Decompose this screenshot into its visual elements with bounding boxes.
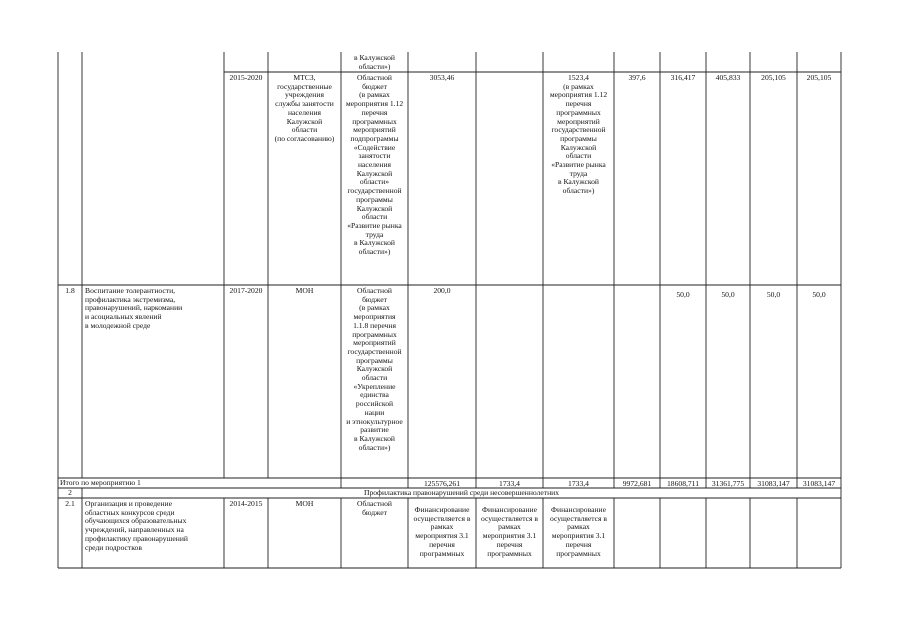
section-2-title: Профилактика правонарушений среди несовершеннолетних	[363, 488, 560, 497]
row-1-8-total: 200,0	[433, 286, 451, 295]
mtsz-2020b: 205,105	[806, 73, 832, 82]
row-1-8-2020b: 50,0	[812, 290, 826, 299]
row-2-1-period: 2014-2015	[229, 499, 263, 508]
row-2-1-financing-note-2: Финансирование осуществляется в рамках мероприятия 3.1 перечня программных	[480, 505, 539, 558]
mtsz-2019: 405,833	[715, 73, 741, 82]
totals-2018: 18608,711	[667, 479, 699, 488]
top-fragment-text: в Калужской области»)	[353, 53, 396, 71]
totals-sum: 125576,261	[423, 479, 461, 488]
mtsz-period: 2015-2020	[229, 73, 263, 82]
totals-2019: 31361,775	[711, 479, 745, 488]
mtsz-executor: МТСЗ, государственные учреждения службы занятости населения Калужской области (по согласованию)	[274, 73, 335, 143]
totals-2015: 1733,4	[499, 479, 520, 488]
row-1-8-executor: МОН	[295, 286, 314, 295]
row-2-1-funding-source: Областной бюджет	[357, 499, 392, 517]
totals-2017: 9972,681	[622, 479, 652, 488]
mtsz-2017: 397,6	[628, 73, 646, 82]
section-2-number: 2	[68, 488, 72, 497]
row-1-8-period: 2017-2020	[229, 286, 263, 295]
row-1-8-2020a: 50,0	[766, 290, 781, 299]
mtsz-total: 3053,46	[429, 73, 455, 82]
row-1-8-funding-source: Областной бюджет (в рамках мероприятия 1.1.8 перечня программных мероприятий государственной программы Калужской области «Укрепление единства российской нации и этнокультурное развитие в Калужской области»)	[346, 286, 403, 452]
row-1-8-2018: 50,0	[676, 290, 690, 299]
totals-2020a: 31083,147	[757, 479, 790, 488]
mtsz-2016: 1523,4 (в рамках мероприятия 1.12 перечня программных мероприятий государственной программы Калужской области «Развитие рынка труда в Калужской области»)	[549, 73, 608, 196]
row-2-1-name: Организация и проведение областных конкурсов среди обучающихся образовательных учреждений, направленных на профилактику правонарушений среди подростков	[85, 499, 188, 552]
row-2-1-number: 2.1	[65, 499, 75, 508]
mtsz-2018: 316,417	[670, 73, 696, 82]
row-2-1-financing-note-1: Финансирование осуществляется в рамках мероприятия 3.1 перечня программных	[413, 505, 471, 558]
row-1-8-name: Воспитание толерантности, профилактика экстремизма, правонарушений, наркомании и асоциальных явлений в молодежной среде	[85, 286, 183, 330]
totals-2016: 1733,4	[568, 479, 589, 488]
totals-2020b: 31083,147	[802, 479, 836, 488]
row-2-1-executor: МОН	[295, 499, 314, 508]
row-2-1-financing-note-3: Финансирование осуществляется в рамках мероприятия 3.1 перечня программных	[549, 505, 608, 558]
totals-label: Итого по мероприятию 1	[60, 478, 141, 487]
mtsz-2020a: 205,105	[761, 73, 786, 82]
mtsz-funding-source: Областной бюджет (в рамках мероприятия 1.12 перечня программных мероприятий подпрограммы «Содействие занятости населения Калужской области» государственной программы Калужской области «Развитие рынка труда в Калужской области»)	[345, 73, 404, 257]
row-1-8-number: 1.8	[65, 286, 75, 295]
row-1-8-2019: 50,0	[721, 290, 735, 299]
